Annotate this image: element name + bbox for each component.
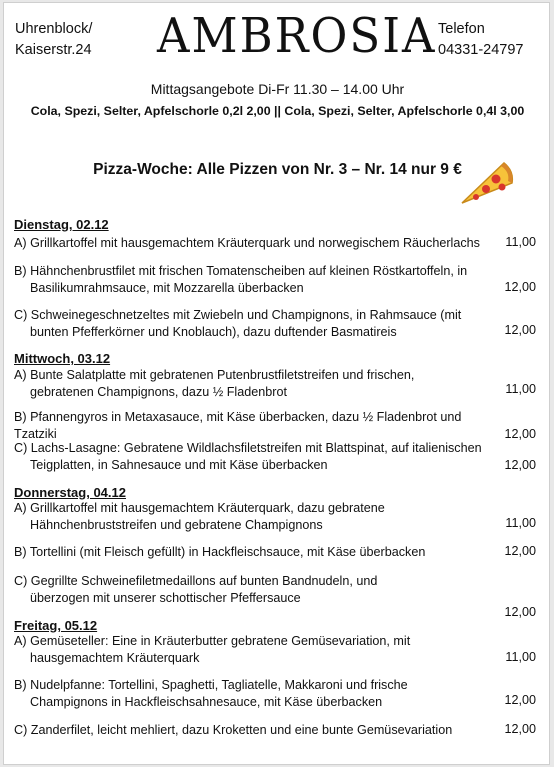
menu-item <box>14 544 494 561</box>
phone-number: 04331-24797 <box>438 42 524 58</box>
menu-item <box>14 367 494 401</box>
menu-item-line-2: überzogen mit unserer schottischer Pfeffersauce <box>30 591 301 605</box>
menu-item-line-1: A) Bunte Salatplatte mit gebratenen Putenbrustfiletstreifen und frischen, <box>14 368 415 382</box>
menu-item-line-2: Champignons in Hackfleischsahnesauce, mit Käse überbacken <box>30 695 383 709</box>
menu-item-line-1: B) Tortellini (mit Fleisch gefüllt) in Hackfleischsauce, mit Käse überbacken <box>14 545 426 559</box>
day-heading: Donnerstag, 04.12 <box>14 485 126 500</box>
menu-item-price: 12,00 <box>504 323 536 337</box>
menu-item <box>14 722 494 739</box>
menu-item-line-1: B) Pfannengyros in Metaxasauce, mit Käse überbacken, dazu ½ Fladenbrot und Tzatziki <box>14 410 462 441</box>
menu-item-line-2: Basilikumrahmsauce, mit Mozzarella überbacken <box>30 281 304 295</box>
drinks-line: Cola, Spezi, Selter, Apfelschorle 0,2l 2,00 || Cola, Spezi, Selter, Apfelschorle 0,4l 3,00 <box>30 104 525 118</box>
day-heading: Dienstag, 02.12 <box>14 217 109 232</box>
pizza-slice-icon <box>456 157 516 209</box>
menu-item-price: 12,00 <box>504 693 536 707</box>
menu-item-line-2: gebratenen Champignons, dazu ½ Fladenbrot <box>30 385 287 399</box>
address-line-2: Kaiserstr.24 <box>15 42 92 58</box>
menu-item <box>14 263 494 297</box>
menu-item-line-1: C) Lachs-Lasagne: Gebratene Wildlachsfiletstreifen mit Blattspinat, auf italienischen <box>14 441 482 455</box>
menu-item-line-1: A) Grillkartoffel mit hausgemachtem Kräuterquark und norwegischem Räucherlachs <box>14 236 480 250</box>
menu-item-price: 12,00 <box>504 722 536 736</box>
menu-item-price: 12,00 <box>504 280 536 294</box>
day-heading: Mittwoch, 03.12 <box>14 351 111 366</box>
menu-item-line-2: Hähnchenbruststreifen und gebratene Champignons <box>30 518 323 532</box>
menu-item-line-1: B) Nudelpfanne: Tortellini, Spaghetti, Tagliatelle, Makkaroni und frische <box>14 678 408 692</box>
menu-item-line-2: hausgemachtem Kräuterquark <box>30 651 200 665</box>
address <box>15 19 92 61</box>
phone-label: Telefon <box>438 21 485 37</box>
menu-item <box>14 573 494 607</box>
menu-item-price: 12,00 <box>504 427 536 441</box>
address-line-1: Uhrenblock/ <box>15 21 93 37</box>
menu-item-line-2: bunten Pfefferkörner und Knoblauch), dazu duftender Basmatireis <box>30 325 397 339</box>
menu-item <box>14 500 494 534</box>
menu-item-price: 12,00 <box>504 605 536 619</box>
menu-item <box>14 677 494 711</box>
menu-item-line-2: Teigplatten, in Sahnesauce und mit Käse überbacken <box>30 458 328 472</box>
menu-item-price: 11,00 <box>505 516 536 530</box>
menu-item-price: 12,00 <box>504 544 536 558</box>
menu-item-line-1: C) Gegrillte Schweinefiletmedaillons auf bunten Bandnudeln, und <box>14 574 378 588</box>
pizza-week-banner: Pizza-Woche: Alle Pizzen von Nr. 3 – Nr. 14 nur 9 € <box>93 161 462 178</box>
menu-item-price: 11,00 <box>505 650 536 664</box>
menu-item <box>14 409 494 443</box>
menu-item <box>14 440 494 474</box>
menu-page <box>3 2 550 765</box>
menu-item-line-1: A) Gemüseteller: Eine in Kräuterbutter gebratene Gemüsevariation, mit <box>14 634 411 648</box>
menu-item <box>14 633 494 667</box>
menu-item-line-1: C) Zanderfilet, leicht mehliert, dazu Kroketten und eine bunte Gemüsevariation <box>14 723 453 737</box>
menu-item-price: 12,00 <box>504 458 536 472</box>
restaurant-logo: AMBROSIA <box>157 7 437 64</box>
menu-item <box>14 235 494 252</box>
menu-item-line-1: B) Hähnchenbrustfilet mit frischen Tomatenscheiben auf kleinen Röstkartoffeln, in <box>14 264 468 278</box>
menu-item-line-1: C) Schweinegeschnetzeltes mit Zwiebeln und Champignons, in Rahmsauce (mit <box>14 308 462 322</box>
menu-item-line-1: A) Grillkartoffel mit hausgemachtem Kräuterquark, dazu gebratene <box>14 501 385 515</box>
day-heading: Freitag, 05.12 <box>14 618 98 633</box>
lunch-hours: Mittagsangebote Di-Fr 11.30 – 14.00 Uhr <box>150 81 405 97</box>
menu-item-price: 11,00 <box>505 235 536 249</box>
phone-block <box>438 19 523 61</box>
menu-item-price: 11,00 <box>505 382 536 396</box>
menu-item <box>14 307 494 341</box>
